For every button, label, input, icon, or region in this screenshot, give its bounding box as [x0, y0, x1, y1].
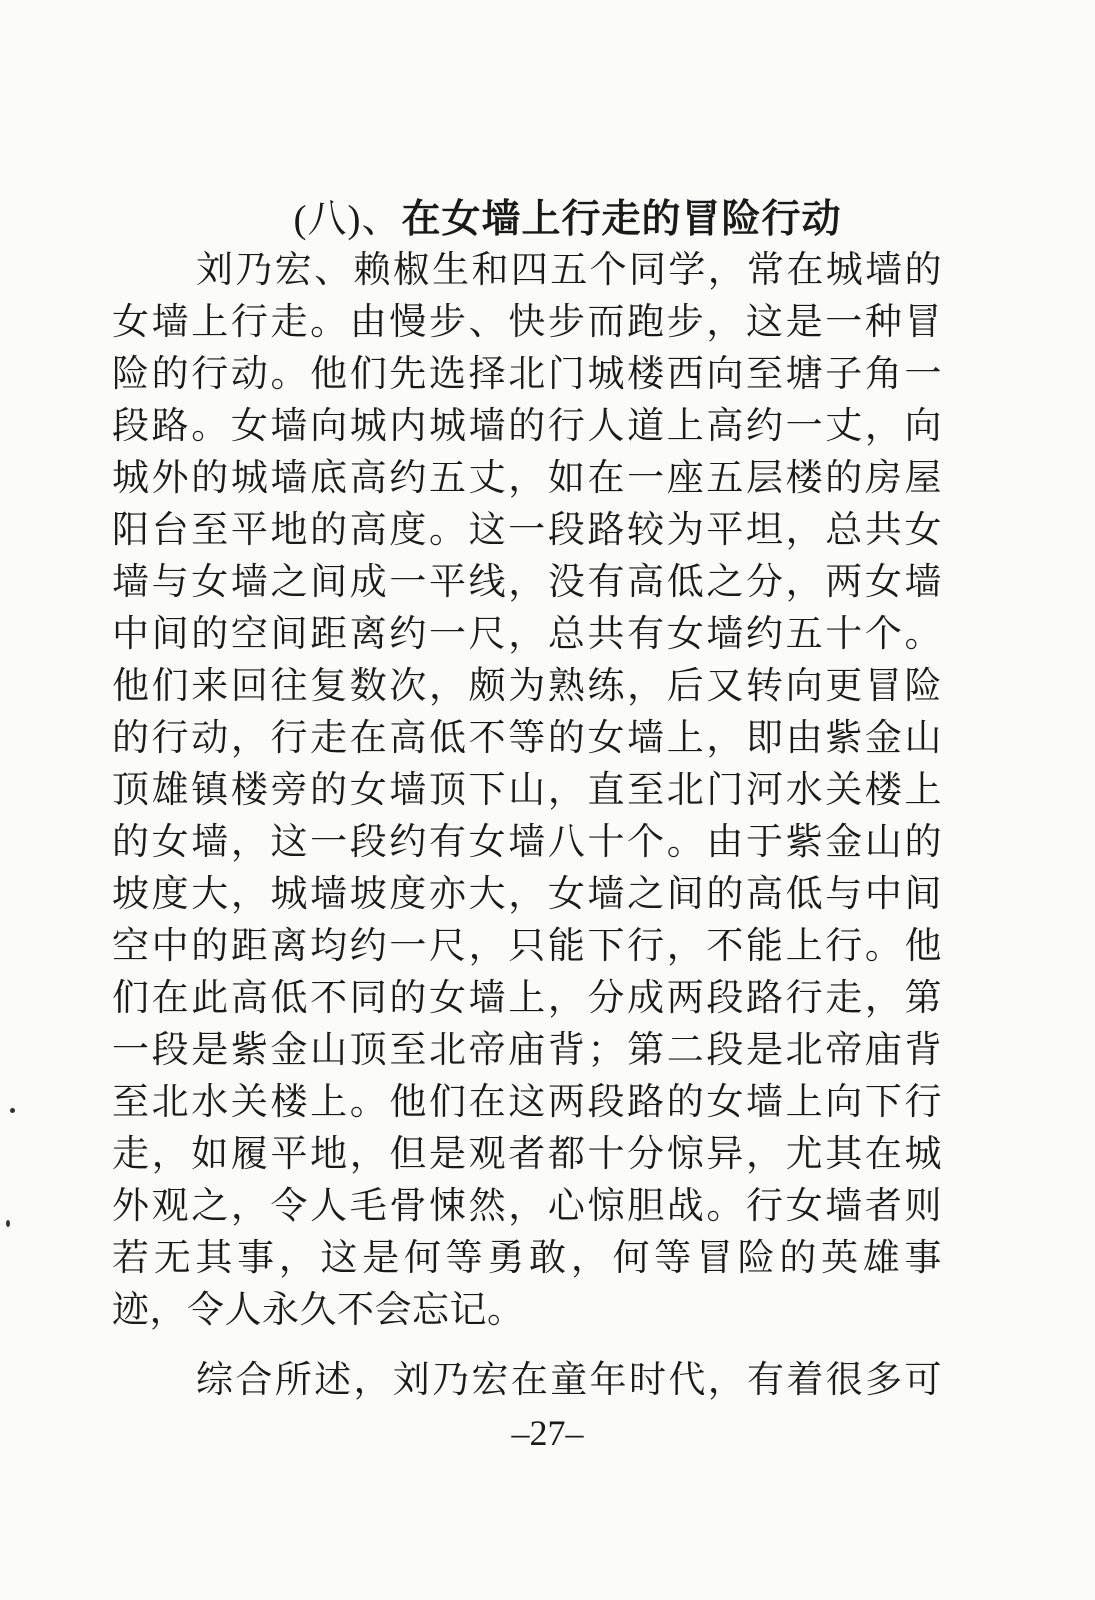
text-line: 顶雄镇楼旁的女墙顶下山，直至北门河水关楼上 — [112, 768, 942, 811]
text-line: 的女墙，这一段约有女墙八十个。由于紫金山的 — [112, 820, 942, 863]
section-heading — [0, 188, 1095, 244]
text-line: 一段是紫金山顶至北帝庙背；第二段是北帝庙背 — [112, 1028, 942, 1071]
text-line: 综合所述，刘乃宏在童年时代，有着很多可 — [196, 1358, 942, 1401]
body-text — [112, 244, 942, 1406]
page-number: –27– — [511, 1413, 584, 1453]
scan-speck — [6, 1220, 10, 1227]
section-title: 在女墙上行走的冒险行动 — [401, 197, 842, 242]
text-line: 们在此高低不同的女墙上，分成两段路行走，第 — [112, 976, 942, 1019]
text-line: 外观之，令人毛骨悚然，心惊胆战。行女墙者则 — [112, 1184, 942, 1227]
text-line: 至北水关楼上。他们在这两段路的女墙上向下行 — [112, 1080, 942, 1123]
text-line: 走，如履平地，但是观者都十分惊异，尤其在城 — [112, 1132, 942, 1175]
text-line: 坡度大，城墙坡度亦大，女墙之间的高低与中间 — [112, 872, 942, 915]
text-line: 阳台至平地的高度。这一段路较为平坦，总共女 — [112, 508, 942, 551]
text-line: 城外的城墙底高约五丈，如在一座五层楼的房屋 — [112, 456, 942, 499]
text-line: 段路。女墙向城内城墙的行人道上高约一丈，向 — [112, 404, 942, 447]
text-line: 刘乃宏、赖椒生和四五个同学，常在城墙的 — [196, 248, 942, 291]
text-line: 空中的距离均约一尺，只能下行，不能上行。他 — [112, 924, 942, 967]
text-line: 若无其事，这是何等勇敢，何等冒险的英雄事 — [112, 1236, 942, 1279]
text-line: 女墙上行走。由慢步、快步而跑步，这是一种冒 — [112, 300, 942, 343]
section-number: (八)、 — [293, 198, 402, 241]
scan-speck — [10, 1108, 15, 1113]
text-line: 墙与女墙之间成一平线，没有高低之分，两女墙 — [112, 560, 942, 603]
text-line: 中间的空间距离约一尺，总共有女墙约五十个。 — [112, 612, 942, 655]
paragraph-gap — [112, 1336, 942, 1354]
text-line: 险的行动。他们先选择北门城楼西向至塘子角一 — [112, 352, 942, 395]
text-line: 的行动，行走在高低不等的女墙上，即由紫金山 — [112, 716, 942, 759]
text-line: 迹，令人永久不会忘记。 — [112, 1288, 525, 1331]
text-line: 他们来回往复数次，颇为熟练，后又转向更冒险 — [112, 664, 942, 707]
